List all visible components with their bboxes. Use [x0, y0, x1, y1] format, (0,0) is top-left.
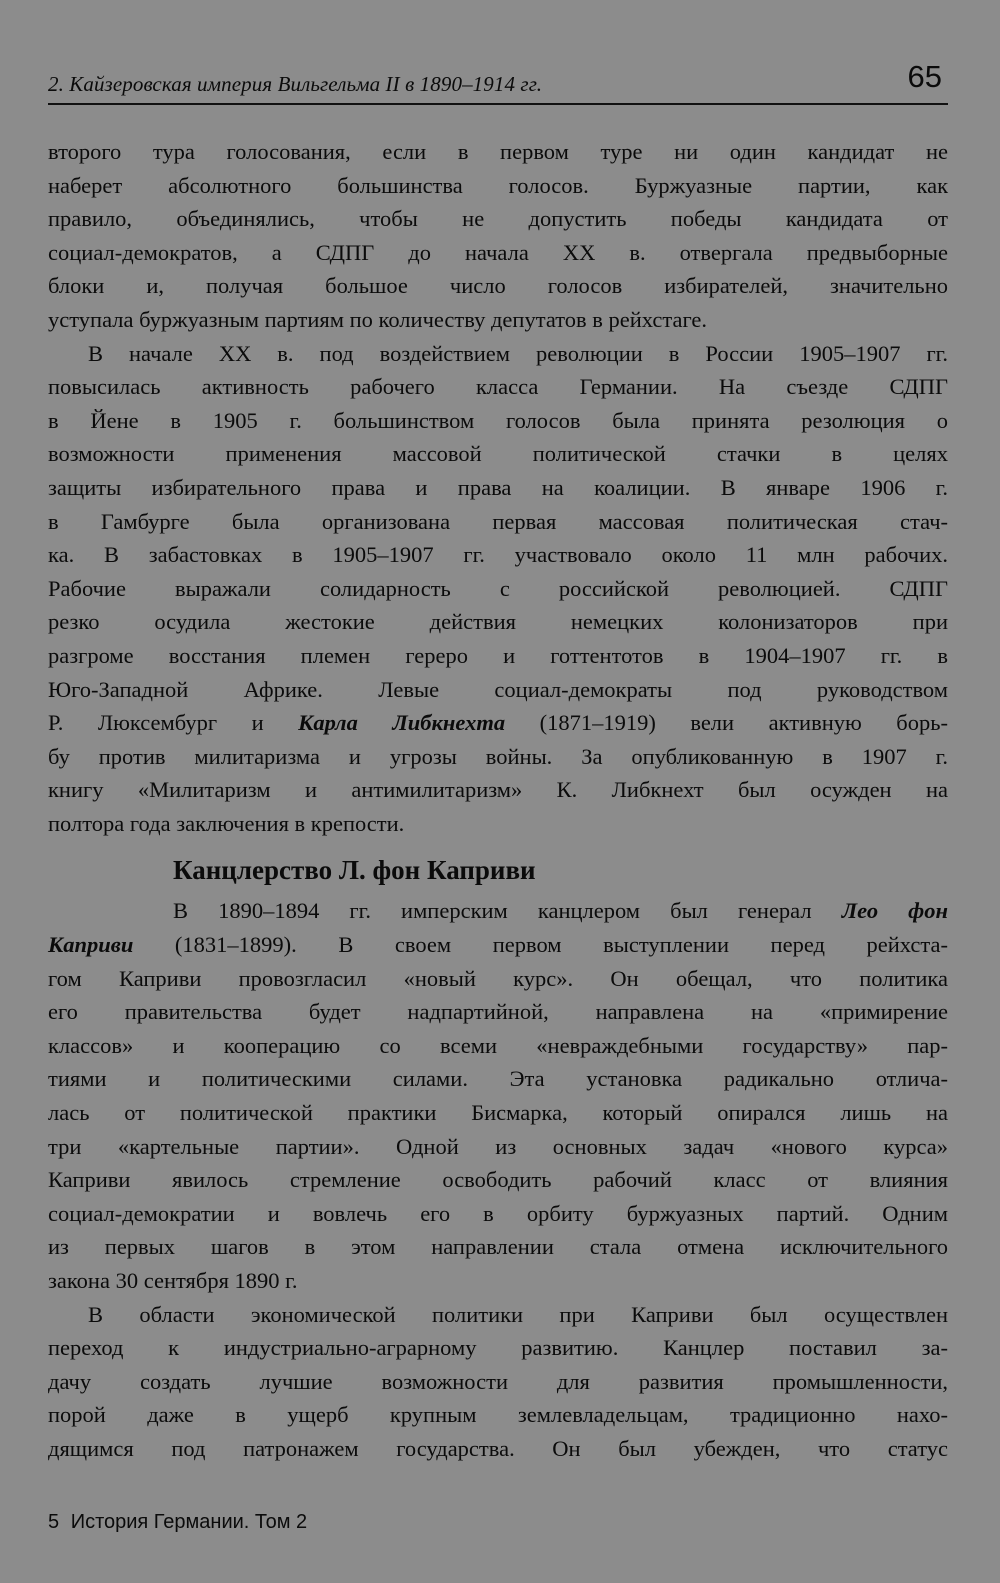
text-line: резко осудила жестокие действия немецких колонизаторов при: [48, 609, 948, 635]
text-line: дящимся под патронажем государства. Он был убежден, что статус: [48, 1435, 948, 1461]
paragraph-revolution: [48, 337, 948, 841]
text-line: порой даже в ущерб крупным землевладельцам, традиционно нахо-: [48, 1402, 948, 1428]
text-line: его правительства будет надпартийной, направлена на «примирение: [48, 999, 948, 1025]
text-line-with-emphasis: Р. Люксембург и Карла Либкнехта (1871–1919) вели активную борь-: [48, 710, 948, 736]
text-line: бу против милитаризма и угрозы войны. За опубликованную в 1907 г.: [48, 743, 948, 769]
text-line: тиями и политическими силами. Эта установка радикально отлича-: [48, 1066, 948, 1092]
text-line: дачу создать лучшие возможности для развития промышленности,: [48, 1368, 948, 1394]
text-line: три «картельные партии». Одной из основных задач «нового курса»: [48, 1133, 948, 1159]
text-line: наберет абсолютного большинства голосов. Буржуазные партии, как: [48, 172, 948, 198]
italic-name: Карла Либкнехта: [298, 710, 506, 736]
text-line: блоки и, получая большое число голосов избирателей, значительно: [48, 273, 948, 299]
italic-name: Каприви: [48, 932, 134, 958]
book-page: [48, 55, 948, 1555]
text-line: Юго-Западной Африке. Левые социал-демократы под руководством: [48, 676, 948, 702]
text-line-with-emphasis: Каприви (1831–1899). В своем первом выступлении перед рейхста-: [48, 932, 948, 958]
text-line: ка. В забастовках в 1905–1907 гг. участвовало около 11 млн рабочих.: [48, 542, 948, 568]
paragraph-economic-policy: [48, 1298, 948, 1466]
text-line: из первых шагов в этом направлении стала отмена исключительного: [48, 1234, 948, 1260]
signature-mark: 5: [48, 1511, 60, 1533]
section-heading: Канцлерство Л. фон Каприви: [173, 855, 536, 886]
text-line: второго тура голосования, если в первом туре ни один кандидат не: [48, 139, 948, 164]
text-line: В области экономической политики при Каприви был осуществлен: [88, 1301, 948, 1327]
text-line: В начале XX в. под воздействием революции в России 1905–1907 гг.: [88, 340, 948, 366]
text-line: гом Каприви провозгласил «новый курс». Он обещал, что политика: [48, 965, 948, 991]
paragraph-caprivi: [48, 894, 948, 1297]
paragraph-continuation: [48, 135, 948, 337]
text-line: в Йене в 1905 г. большинством голосов была принята резолюция о: [48, 407, 948, 433]
text-line: книгу «Милитаризм и антимилитаризм» К. Либкнехт был осужден на: [48, 777, 948, 803]
text-line: лась от политической практики Бисмарка, который опирался лишь на: [48, 1100, 948, 1126]
text-line: классов» и кооперацию со всеми «невраждебными государству» пар-: [48, 1032, 948, 1058]
page-footer: [48, 1511, 307, 1534]
text-line-with-emphasis: В 1890–1894 гг. имперским канцлером был генерал Лео фон: [173, 898, 948, 924]
italic-name: Лео фон: [841, 898, 948, 924]
text-line: закона 30 сентября 1890 г.: [48, 1268, 298, 1293]
text-line: уступала буржуазным партиям по количеству депутатов в рейхстаге.: [48, 306, 708, 332]
text-line: Каприви явилось стремление освободить рабочий класс от влияния: [48, 1167, 948, 1193]
text-line: социал-демократов, а СДПГ до начала XX в. отвергала предвыборные: [48, 239, 948, 265]
text-line: социал-демократии и вовлечь его в орбиту буржуазных партий. Одним: [48, 1200, 948, 1226]
text-line: в Гамбурге была организована первая массовая политическая стач-: [48, 508, 948, 534]
footer-book-title: История Германии. Том 2: [70, 1511, 308, 1533]
text-line: повысилась активность рабочего класса Германии. На съезде СДПГ: [48, 374, 948, 400]
running-head-title: 2. Кайзеровская империя Вильгельма II в 1890–1914 гг.: [48, 72, 543, 96]
text-line: возможности применения массовой политической стачки в целях: [48, 441, 948, 467]
text-line: защиты избирательного права и права на коалиции. В январе 1906 г.: [48, 474, 948, 500]
text-line: переход к индустриально-аграрному развитию. Канцлер поставил за-: [48, 1335, 948, 1361]
page-content: [48, 135, 948, 1466]
text-line: полтора года заключения в крепости.: [48, 810, 405, 836]
text-line: Рабочие выражали солидарность с российской революцией. СДПГ: [48, 575, 948, 601]
text-line: правило, объединялись, чтобы не допустить победы кандидата от: [48, 206, 948, 232]
page-number: 65: [907, 59, 942, 94]
running-head: [48, 55, 948, 105]
text-line: разгроме восстания племен гереро и готтентотов в 1904–1907 гг. в: [48, 642, 948, 668]
